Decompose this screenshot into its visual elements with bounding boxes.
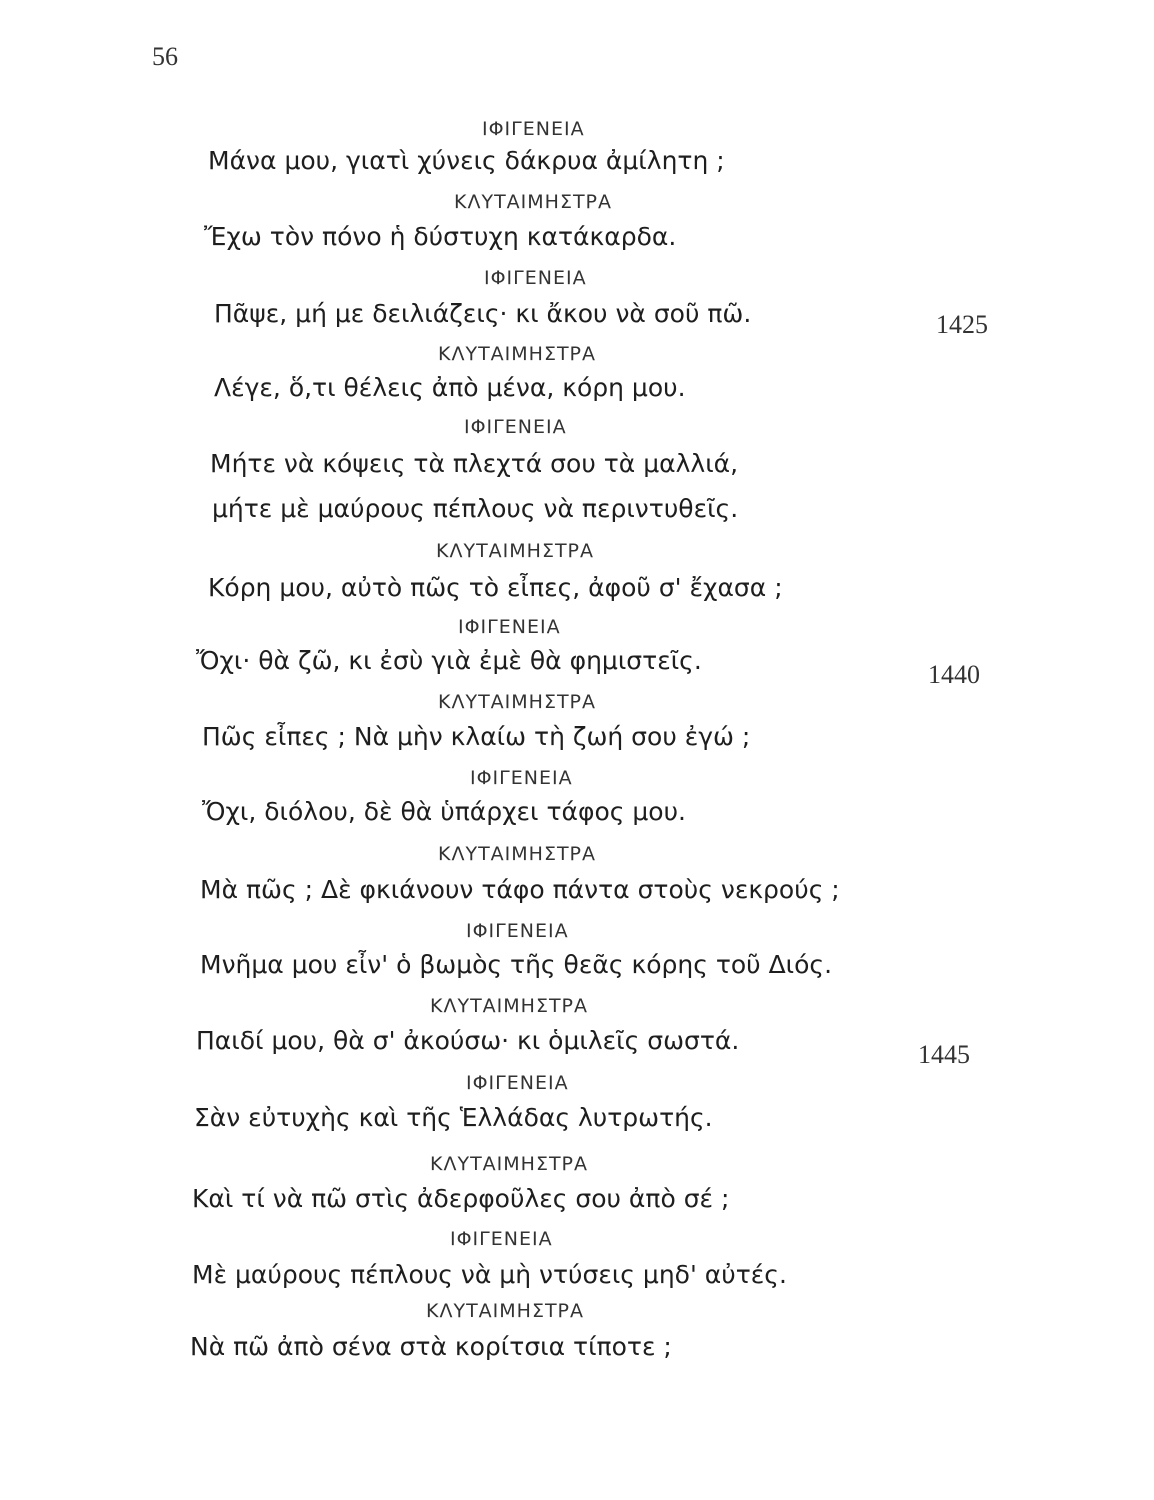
verse-line: Πᾶψε, μή με δειλιάζεις· κι ἄκου νὰ σοῦ πῶ. [214,299,752,328]
verse-line: μήτε μὲ μαύρους πέπλους νὰ περιντυθεῖς. [212,494,739,523]
speaker-iphigenia: ΙΦΙΓΕΝΕΙΑ [466,1072,569,1094]
verse-line: Νὰ πῶ ἀπὸ σένα στὰ κορίτσια τίποτε ; [190,1332,672,1361]
speaker-iphigenia: ΙΦΙΓΕΝΕΙΑ [450,1228,553,1250]
verse-line: Ὄχι· θὰ ζῶ, κι ἐσὺ γιὰ ἐμὲ θὰ φημιστεῖς. [196,646,702,675]
line-number-1445: 1445 [918,1040,970,1069]
verse-line: Παιδί μου, θὰ σ' ἀκούσω· κι ὁμιλεῖς σωστά. [196,1026,740,1055]
line-number-1425: 1425 [936,310,988,339]
verse-line: Καὶ τί νὰ πῶ στὶς ἀδερφοῦλες σου ἀπὸ σέ ; [192,1184,730,1213]
speaker-klytaimnestra: ΚΛΥΤΑΙΜΗΣΤΡΑ [430,995,589,1017]
verse-line: Λέγε, ὅ,τι θέλεις ἀπὸ μένα, κόρη μου. [214,373,686,402]
speaker-iphigenia: ΙΦΙΓΕΝΕΙΑ [464,416,567,438]
verse-line: Πῶς εἶπες ; Νὰ μὴν κλαίω τὴ ζωή σου ἐγώ ; [202,722,751,751]
speaker-iphigenia: ΙΦΙΓΕΝΕΙΑ [470,767,573,789]
verse-line: Ἔχω τὸν πόνο ἡ δύστυχη κατάκαρδα. [204,222,677,251]
verse-line: Κόρη μου, αὐτὸ πῶς τὸ εἶπες, ἀφοῦ σ' ἔχασα ; [208,573,783,602]
speaker-klytaimnestra: ΚΛΥΤΑΙΜΗΣΤΡΑ [430,1153,589,1175]
page-number: 56 [152,42,178,71]
speaker-iphigenia: ΙΦΙΓΕΝΕΙΑ [484,267,587,289]
verse-line: Ὄχι, διόλου, δὲ θὰ ὑπάρχει τάφος μου. [202,797,687,826]
verse-line: Σὰν εὐτυχὴς καὶ τῆς Ἑλλάδας λυτρωτής. [194,1103,713,1132]
speaker-klytaimnestra: ΚΛΥΤΑΙΜΗΣΤΡΑ [426,1300,585,1322]
speaker-klytaimnestra: ΚΛΥΤΑΙΜΗΣΤΡΑ [436,540,595,562]
speaker-klytaimnestra: ΚΛΥΤΑΙΜΗΣΤΡΑ [438,691,597,713]
verse-line: Μάνα μου, γιατὶ χύνεις δάκρυα ἀμίλητη ; [208,146,725,175]
speaker-iphigenia: ΙΦΙΓΕΝΕΙΑ [458,616,561,638]
speaker-iphigenia: ΙΦΙΓΕΝΕΙΑ [466,920,569,942]
verse-line: Μήτε νὰ κόψεις τὰ πλεχτά σου τὰ μαλλιά, [210,449,739,478]
verse-line: Μνῆμα μου εἶν' ὁ βωμὸς τῆς θεᾶς κόρης τοῦ Διός. [200,950,833,979]
line-number-1440: 1440 [928,660,980,689]
verse-line: Μὲ μαύρους πέπλους νὰ μὴ ντύσεις μηδ' αὐτές. [192,1260,787,1289]
speaker-klytaimnestra: ΚΛΥΤΑΙΜΗΣΤΡΑ [454,191,613,213]
speaker-klytaimnestra: ΚΛΥΤΑΙΜΗΣΤΡΑ [438,843,597,865]
speaker-klytaimnestra: ΚΛΥΤΑΙΜΗΣΤΡΑ [438,343,597,365]
verse-line: Μὰ πῶς ; Δὲ φκιάνουν τάφο πάντα στοὺς νεκρούς ; [200,875,840,904]
speaker-iphigenia: ΙΦΙΓΕΝΕΙΑ [482,118,585,140]
